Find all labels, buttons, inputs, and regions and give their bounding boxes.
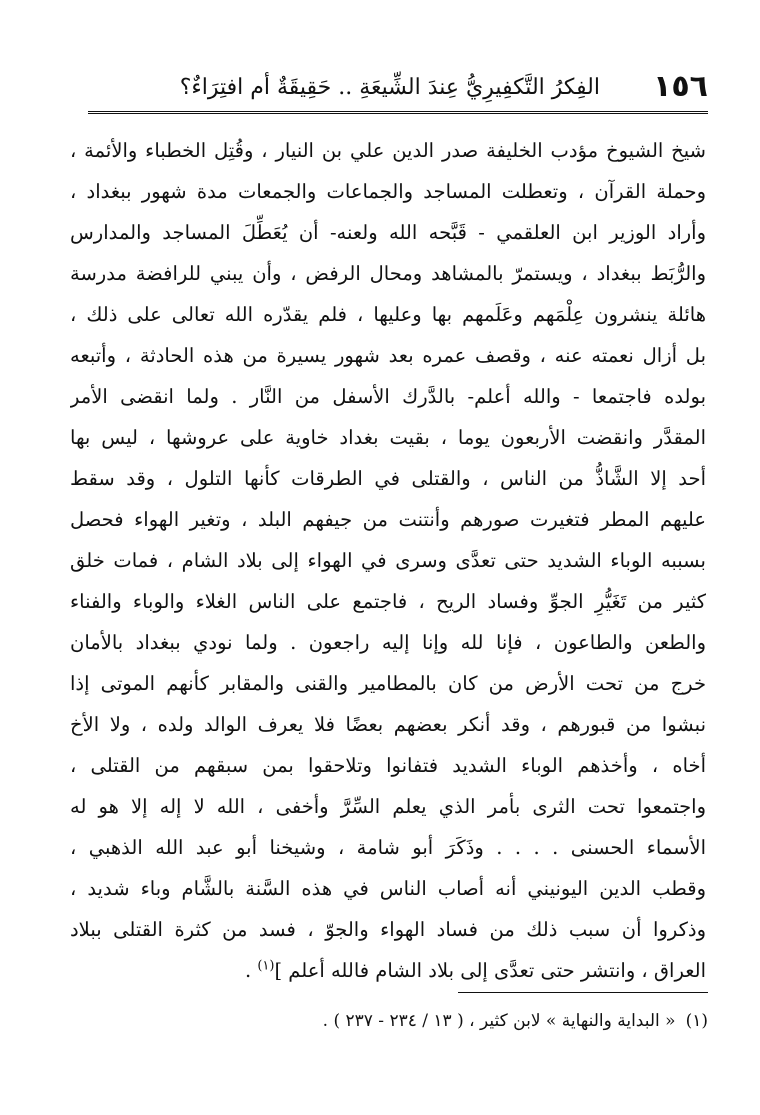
text-line: بولده فاجتمعا - والله أعلم- بالدَّرك الأسفل من النَّار . ولما انقضى الأمر <box>70 385 706 408</box>
text-line: شيخ الشيوخ مؤدب الخليفة صدر الدين علي بن النيار ، وقُتِل الخطباء والأئمة ، <box>70 139 706 162</box>
text-line: بسببه الوباء الشديد حتى تعدَّى وسرى في الهواء إلى بلاد الشام ، فمات خلق <box>70 549 706 572</box>
text-line: المقدَّر وانقضت الأربعون يوما ، بقيت بغداد خاوية على عروشها ، ليس بها <box>70 426 706 449</box>
header-rule <box>88 111 708 114</box>
text-line-last <box>70 950 706 991</box>
text-line: بل أزال نعمته عنه ، وقصف عمره بعد شهور يسيرة من هذه الحادثة ، وأتبعه <box>70 344 706 367</box>
footnote-rule <box>458 992 708 993</box>
text-line: كثير من تَغَيُّرِ الجوِّ وفساد الريح ، فاجتمع على الناس الغلاء والوباء والفناء <box>70 590 706 613</box>
text-line: وحملة القرآن ، وتعطلت المساجد والجماعات والجمعات مدة شهور ببغداد ، <box>70 180 706 203</box>
text-line: الأسماء الحسنى . . . . وذَكَرَ أبو شامة ، وشيخنا أبو عبد الله الذهبي ، <box>70 836 706 859</box>
text-line: أخاه ، وأخذهم الوباء الشديد فتفانوا وتلاحقوا بمن سبقهم من القتلى ، <box>70 754 706 777</box>
text-line: خرج من تحت الأرض من كان بالمطامير والقنى والمقابر كأنهم الموتى إذا <box>70 672 706 695</box>
text-line: هائلة ينشرون عِلْمَهم وعَلَمهم بها وعليها ، فلم يقدّره الله تعالى على ذلك ، <box>70 303 706 326</box>
footnote-reference[interactable]: (١) <box>257 958 275 974</box>
footnote <box>68 1006 708 1036</box>
footnote-marker: (١) <box>685 1011 708 1031</box>
body-text <box>70 130 706 991</box>
text-line: والرُّبَط ببغداد ، ويستمرّ بالمشاهد ومحال الرفض ، وأن يبني للرافضة مدرسة <box>70 262 706 285</box>
text-line: نبشوا من قبورهم ، وقد أنكر بعضهم بعضًا فلا يعرف الوالد ولده ، ولا الأخ <box>70 713 706 736</box>
running-title: الفِكرُ التَّكفِيرِيُّ عِندَ الشِّيعَةِ .. حَقِيقَةٌ أم افتِرَاءٌ؟ <box>179 75 600 100</box>
text-line: واجتمعوا تحت الثرى بأمر الذي يعلم السِّرَّ وأخفى ، الله لا إله إلا هو له <box>70 795 706 818</box>
footnote-text: « البداية والنهاية » لابن كثير ، ( ١٣ / ٢٣٤ - ٢٣٧ ) . <box>322 1011 676 1031</box>
text-line: وذكروا أن سبب ذلك من فساد الهواء والجوّ ، فسد من كثرة القتلى ببلاد <box>70 918 706 941</box>
page-header <box>88 64 708 114</box>
page-number: ١٥٦ <box>653 69 708 104</box>
text-line: وقطب الدين اليونيني أنه أصاب الناس في هذه السَّنة بالشَّام وباء شديد ، <box>70 877 706 900</box>
text-line: أحد إلا الشَّاذُّ من الناس ، والقتلى في الطرقات كأنها التلول ، وقد سقط <box>70 467 706 490</box>
text-line: وأراد الوزير ابن العلقمي - قَبَّحه الله ولعنه- أن يُعَطِّلَ المساجد والمدارس <box>70 221 706 244</box>
text-line: عليهم المطر فتغيرت صورهم وأنتنت من جيفهم البلد ، وتغير الهواء فحصل <box>70 508 706 531</box>
last-line-text: العراق ، وانتشر حتى تعدَّى إلى بلاد الشام فالله أعلم ] <box>274 959 706 982</box>
text-line: والطعن والطاعون ، فإنا لله وإنا إليه راجعون . ولما نودي ببغداد بالأمان <box>70 631 706 654</box>
last-line-end: . <box>244 959 258 982</box>
